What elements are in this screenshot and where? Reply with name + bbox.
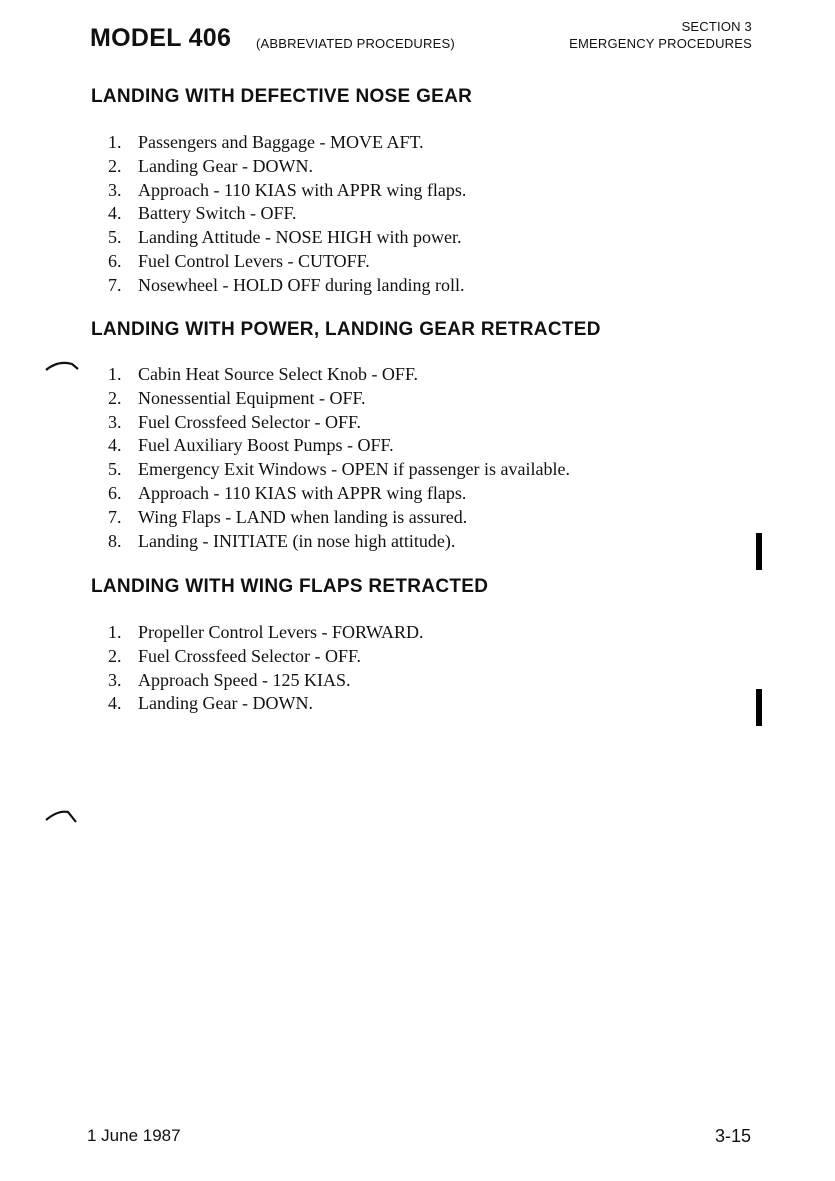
change-bar (756, 689, 762, 726)
list-item (108, 482, 570, 506)
step-number: 7. (108, 506, 122, 527)
step-text: Landing Gear - DOWN. (138, 155, 313, 176)
step-text: Nosewheel - HOLD OFF during landing roll. (138, 274, 465, 295)
page-number: 3-15 (714, 1126, 751, 1146)
step-text: Cabin Heat Source Select Knob - OFF. (138, 364, 419, 384)
list-item (108, 363, 570, 387)
list-item (108, 506, 570, 530)
step-number: 3. (108, 411, 122, 432)
heading-defective-nose-gear: LANDING WITH DEFECTIVE NOSE GEAR (91, 86, 473, 107)
step-number: 1. (108, 132, 122, 152)
section-title: EMERGENCY PROCEDURES (569, 36, 752, 51)
list-item (108, 645, 423, 669)
change-bar (756, 533, 762, 570)
step-text: Approach - 110 KIAS with APPR wing flaps. (138, 482, 467, 503)
step-number: 1. (108, 364, 122, 384)
list-item (108, 621, 423, 645)
step-text: Approach Speed - 125 KIAS. (138, 669, 351, 690)
step-number: 5. (108, 459, 122, 480)
step-number: 2. (108, 387, 122, 408)
step-number: 1. (108, 622, 122, 642)
step-text: Fuel Crossfeed Selector - OFF. (138, 645, 362, 666)
list-item (108, 411, 570, 435)
step-number: 2. (108, 645, 122, 666)
step-text: Battery Switch - OFF. (138, 203, 297, 224)
step-number: 3. (108, 669, 122, 690)
heading-gear-retracted: LANDING WITH POWER, LANDING GEAR RETRACTED (91, 319, 601, 340)
document-model-title: MODEL 406 (90, 24, 232, 52)
step-text: Fuel Control Levers - CUTOFF. (138, 250, 370, 271)
step-text: Fuel Crossfeed Selector - OFF. (138, 411, 362, 432)
list-item (108, 250, 466, 274)
list-item (108, 387, 570, 411)
list-item (108, 274, 466, 298)
step-text: Nonessential Equipment - OFF. (138, 387, 366, 408)
list-item (108, 458, 570, 482)
document-subtitle: (ABBREVIATED PROCEDURES) (256, 36, 455, 51)
step-text: Fuel Auxiliary Boost Pumps - OFF. (138, 435, 394, 456)
step-number: 5. (108, 227, 122, 248)
step-text: Landing Gear - DOWN. (138, 693, 313, 714)
steps-gear-retracted (108, 363, 570, 553)
step-number: 7. (108, 274, 122, 295)
margin-mark (44, 358, 84, 374)
section-number: SECTION 3 (681, 19, 752, 34)
heading-flaps-retracted: LANDING WITH WING FLAPS RETRACTED (91, 576, 489, 597)
steps-flaps-retracted (108, 621, 423, 716)
step-text: Emergency Exit Windows - OPEN if passenger is available. (138, 459, 571, 480)
step-number: 4. (108, 203, 122, 224)
list-item (108, 155, 466, 179)
steps-defective-nose-gear (108, 131, 466, 298)
list-item (108, 179, 466, 203)
step-text: Wing Flaps - LAND when landing is assured. (138, 506, 468, 527)
footer-date: 1 June 1987 (87, 1126, 181, 1145)
step-text: Approach - 110 KIAS with APPR wing flaps. (138, 179, 467, 200)
list-item (108, 131, 466, 155)
step-text: Landing - INITIATE (in nose high attitude). (138, 530, 456, 551)
step-number: 4. (108, 435, 122, 456)
step-number: 8. (108, 530, 122, 551)
step-number: 2. (108, 155, 122, 176)
step-number: 6. (108, 250, 122, 271)
list-item (108, 530, 570, 554)
list-item (108, 692, 423, 716)
list-item (108, 669, 423, 693)
step-number: 4. (108, 693, 122, 714)
step-number: 6. (108, 482, 122, 503)
step-text: Passengers and Baggage - MOVE AFT. (138, 132, 424, 152)
list-item (108, 434, 570, 458)
step-number: 3. (108, 179, 122, 200)
margin-mark (44, 806, 84, 826)
list-item (108, 226, 466, 250)
step-text: Landing Attitude - NOSE HIGH with power. (138, 227, 462, 248)
step-text: Propeller Control Levers - FORWARD. (138, 622, 424, 642)
list-item (108, 202, 466, 226)
